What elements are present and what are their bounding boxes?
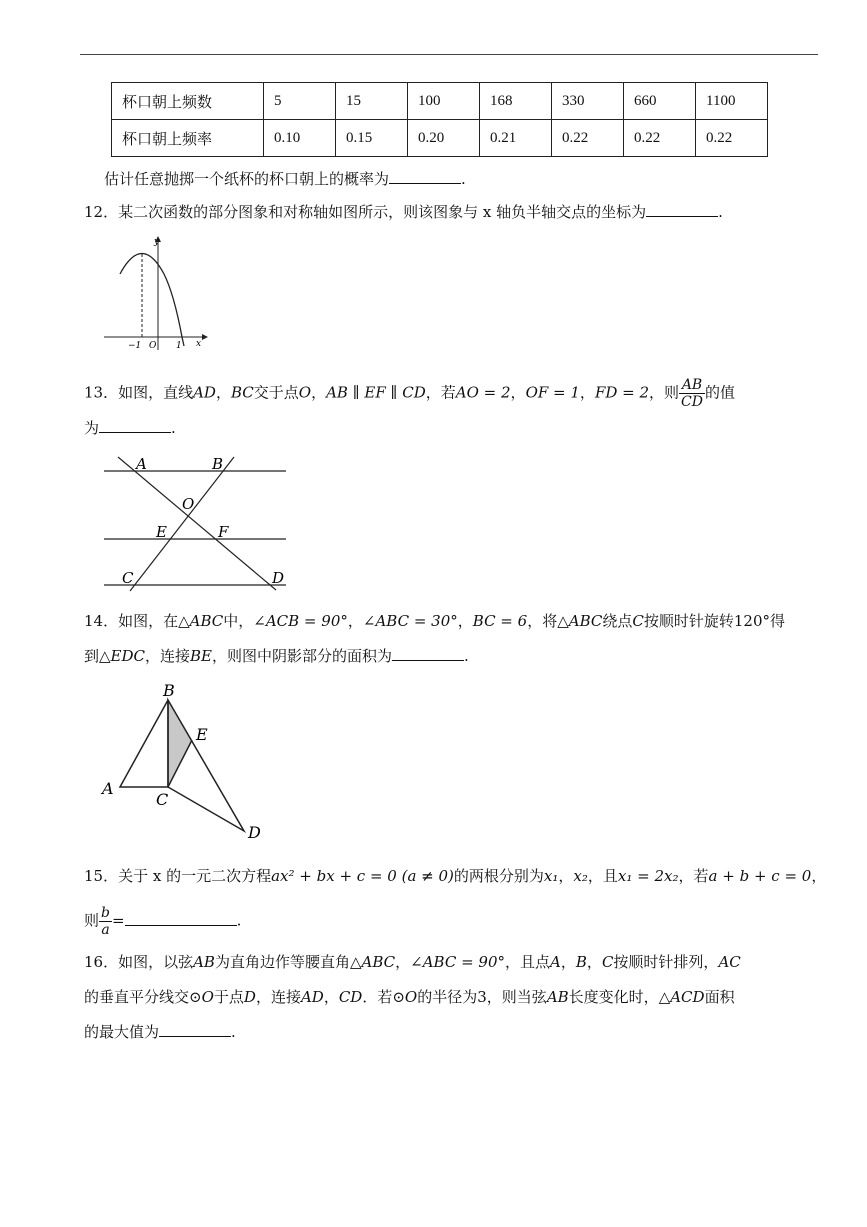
origin-label: O [149,341,157,351]
table-cell: 168 [480,83,552,120]
q13-line-2: 为 . [84,419,176,437]
tick-label: 1 [176,341,182,351]
point-label: A [136,455,147,473]
parabola-figure [104,232,214,352]
x-axis-label: x [196,339,202,349]
point-label: A [102,779,114,798]
row-header: 杯口朝上频数 [112,83,264,120]
table-cell: 330 [552,83,624,120]
point-label: C [156,790,169,809]
answer-blank [99,418,171,433]
answer-blank [392,646,464,661]
table-cell: 100 [408,83,480,120]
q13-line-1: 13．如图，直线AD，BC交于点O，AB ∥ EF ∥ CD，若AO = 2，OF = 1，FD = 2，则 $\frac{AB}{CD}$ 的值 [84,377,735,410]
fraction: $\frac{b}{a}$ [101,905,110,938]
q14-line-2: 到△EDC，连接BE，则图中阴影部分的面积为 . [84,647,469,665]
q16-line-2: 的垂直平分线交⊙O于点D，连接AD，CD．若⊙O的半径为3，则当弦AB长度变化时，△ACD面积 [84,988,735,1006]
point-label: E [156,523,167,541]
table-cell: 5 [264,83,336,120]
frequency-table [111,82,768,157]
table-cell: 0.20 [408,120,480,157]
q14-line-1: 14．如图，在△ABC中，∠ACB = 90°，∠ABC = 30°，BC = 6，将△ABC绕点C按顺时针旋转120°得 [84,612,786,630]
row-header: 杯口朝上频率 [112,120,264,157]
header-rule [80,54,818,55]
table-cell: 0.15 [336,120,408,157]
table-cell: 1100 [696,83,768,120]
q11-line: 估计任意抛掷一个纸杯的杯口朝上的概率为 . [104,170,466,188]
table-cell: 0.10 [264,120,336,157]
point-label: B [212,455,224,473]
answer-blank [646,202,718,217]
point-label: O [182,495,195,513]
table-row [112,83,768,120]
point-label: F [218,523,229,541]
y-axis-label: y [154,237,160,247]
rotation-figure [98,680,268,850]
point-label: D [248,823,261,842]
table-cell: 0.22 [552,120,624,157]
table-cell: 15 [336,83,408,120]
point-label: D [272,569,285,587]
parallel-lines-figure [100,454,300,594]
point-label: B [163,681,175,700]
table-cell: 0.22 [696,120,768,157]
table-cell: 0.22 [624,120,696,157]
table-cell: 660 [624,83,696,120]
fraction: $\frac{AB}{CD}$ [681,377,703,410]
point-label: C [122,569,134,587]
table-row [112,120,768,157]
answer-blank [389,169,461,184]
q12-line: 12．某二次函数的部分图象和对称轴如图所示，则该图象与 x 轴负半轴交点的坐标为 . [84,203,723,221]
tick-label: −1 [128,341,142,351]
q16-line-1: 16．如图，以弦AB为直角边作等腰直角△ABC，∠ABC = 90°，且点A，B，C按顺时针排列，AC [84,953,741,971]
answer-blank [159,1022,231,1037]
q15-line-1: 15．关于 x 的一元二次方程ax² + bx + c = 0 (a ≠ 0)的两根分别为x₁，x₂，且x₁ = 2x₂，若a + b + c = 0， [84,867,827,885]
point-label: E [196,725,208,744]
q16-line-3: 的最大值为 . [84,1023,236,1041]
table-cell: 0.21 [480,120,552,157]
q15-line-2: 则 $\frac{b}{a}$ = . [84,905,242,938]
answer-blank [125,911,237,926]
